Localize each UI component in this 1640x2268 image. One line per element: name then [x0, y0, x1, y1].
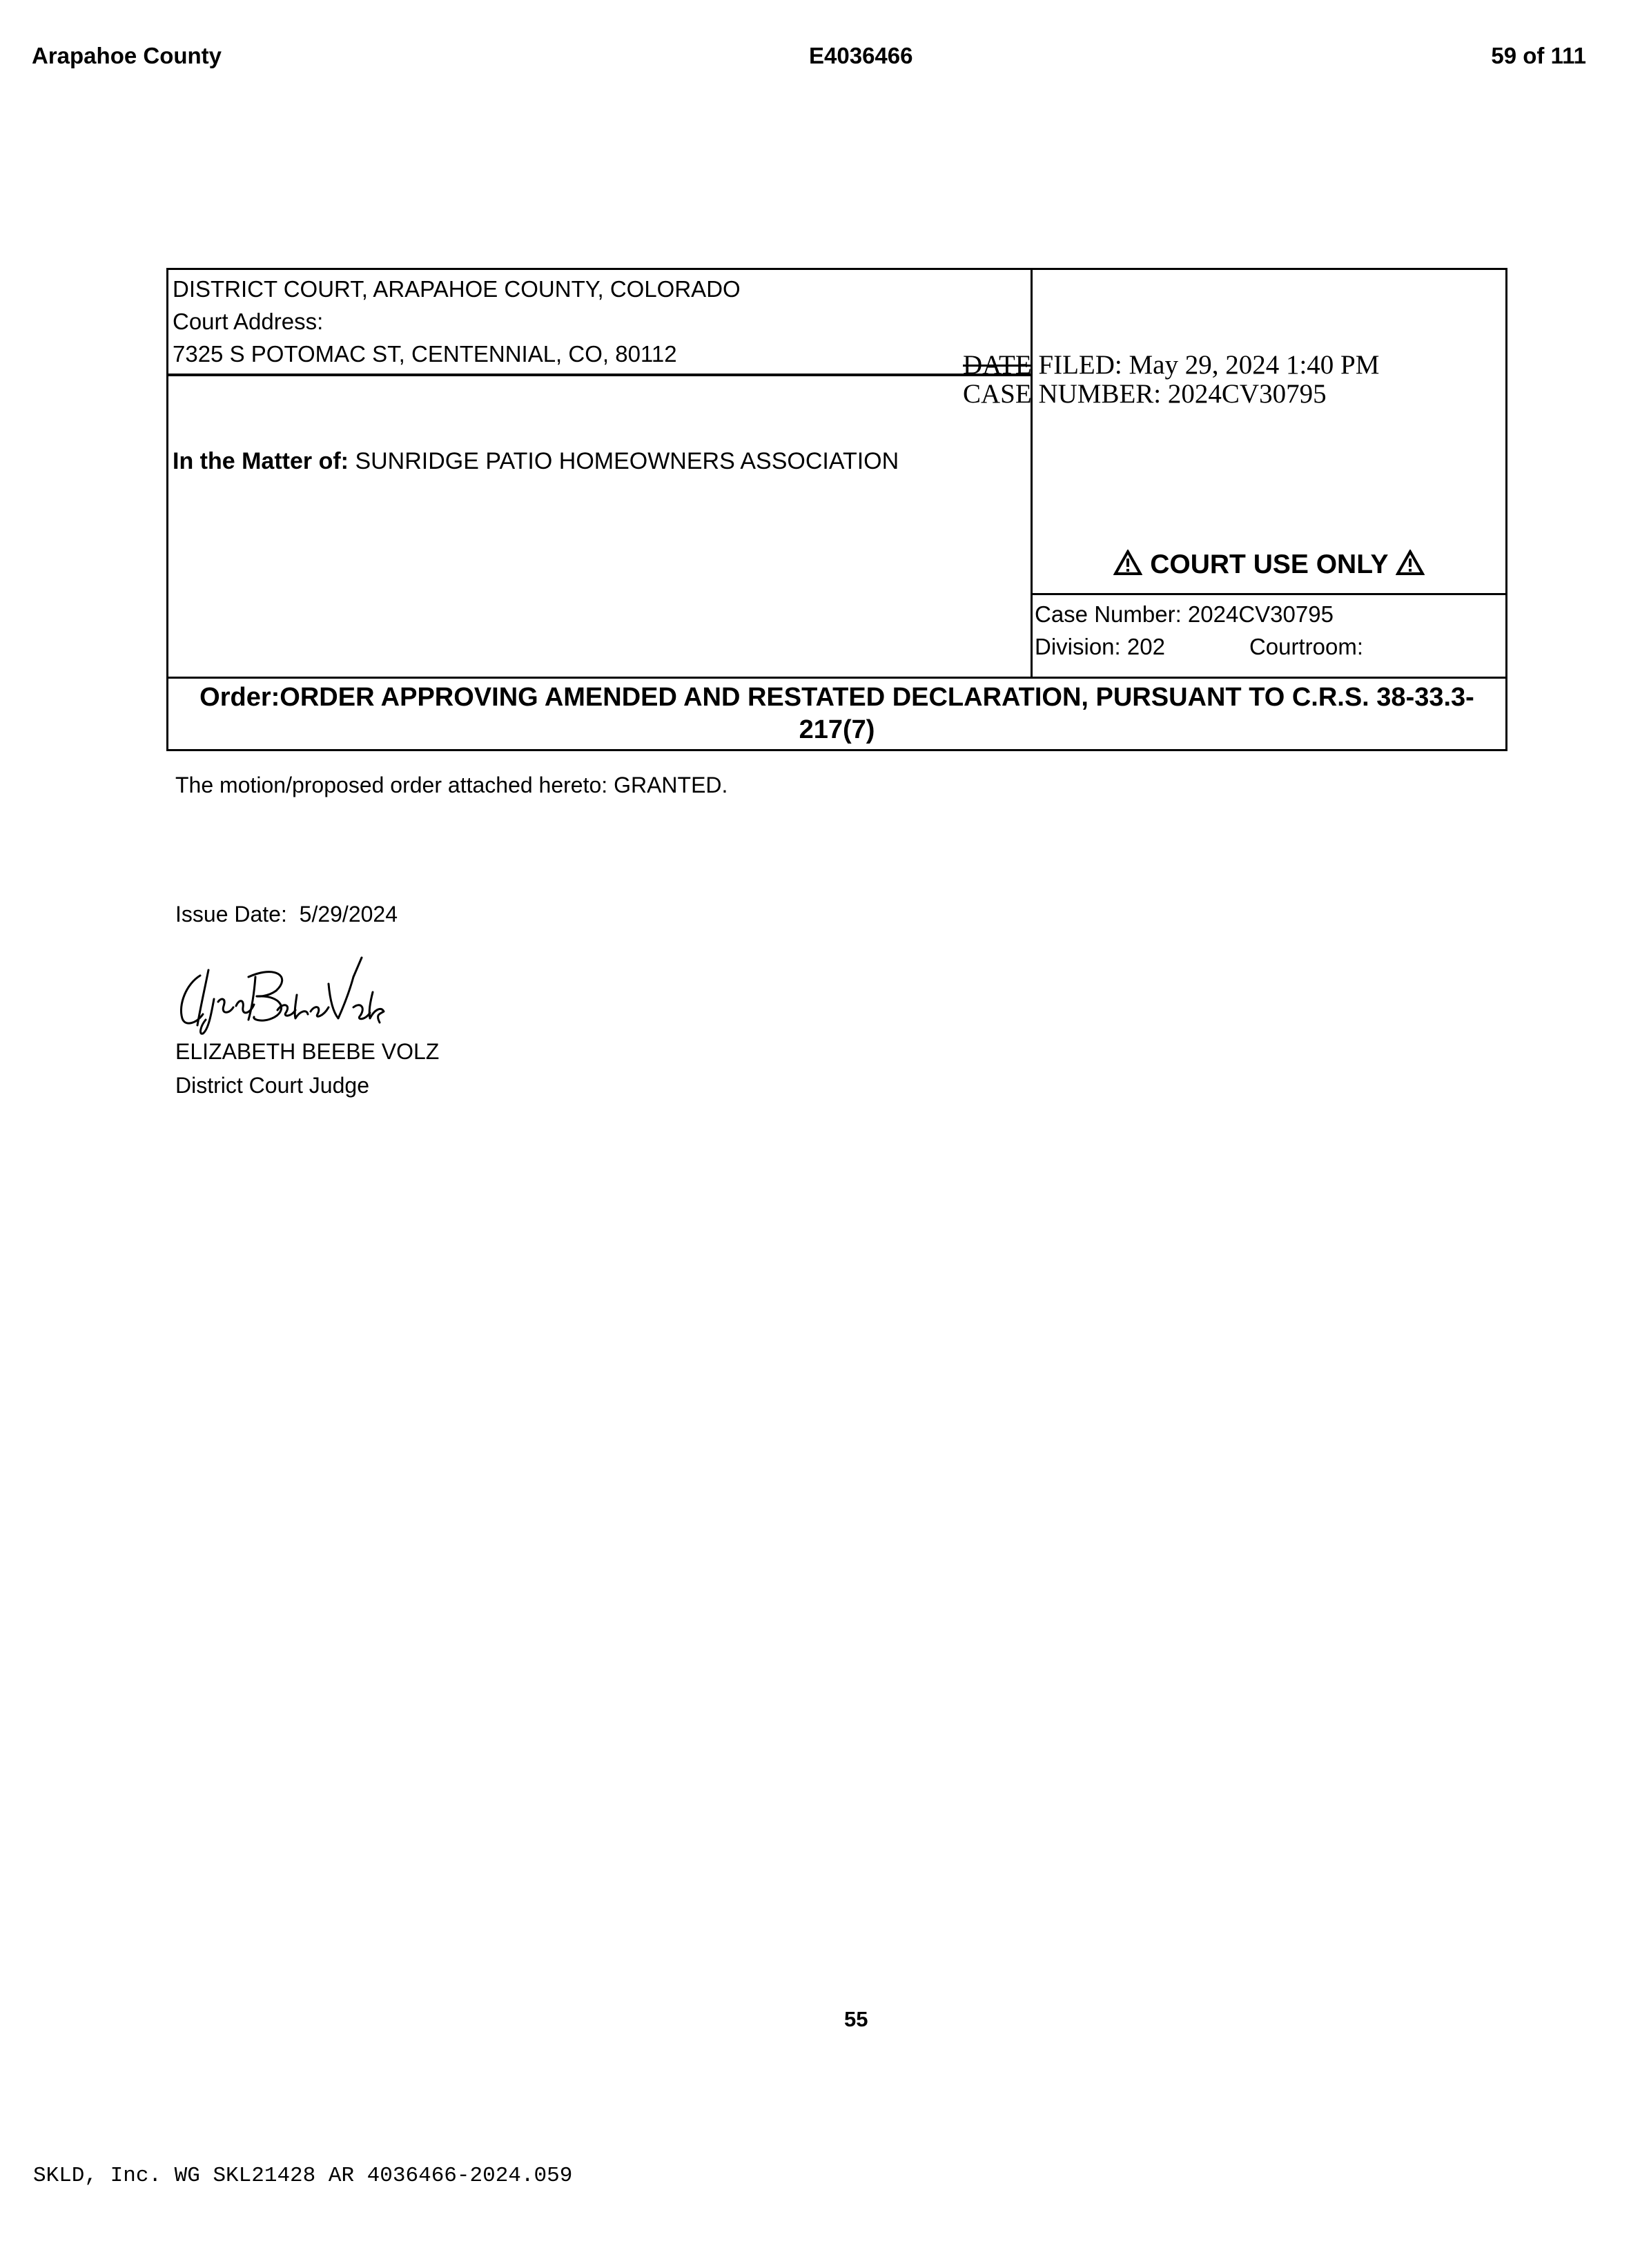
- stamp-date-label: DATE: [963, 350, 1032, 380]
- division: 202: [1126, 634, 1165, 659]
- issue-date-line: [175, 902, 398, 927]
- header-county: Arapahoe County: [32, 43, 222, 68]
- issue-date: 5/29/2024: [299, 902, 398, 927]
- order-title-line-1: Order:ORDER APPROVING AMENDED AND RESTATED DECLARATION, PURSUANT TO C.R.S. 38-33.3-: [199, 683, 1474, 712]
- court-address: 7325 S POTOMAC ST, CENTENNIAL, CO, 80112: [173, 341, 677, 367]
- division-label: Division:: [1035, 634, 1121, 659]
- matter-line: [168, 448, 899, 475]
- header-page-count: 59 of 111: [1491, 43, 1586, 68]
- court-info-block: [168, 270, 1031, 376]
- case-number-label: Case Number:: [1035, 601, 1182, 627]
- judge-title: District Court Judge: [175, 1073, 369, 1098]
- order-title-line-2: 217(7): [799, 715, 875, 744]
- stamp-case-label: CASE: [963, 379, 1032, 409]
- order-title: [168, 677, 1505, 751]
- warning-triangle-icon: [1396, 550, 1425, 576]
- footer-reference: SKLD, Inc. WG SKL21428 AR 4036466-2024.059: [33, 2164, 573, 2188]
- matter-value: SUNRIDGE PATIO HOMEOWNERS ASSOCIATION: [355, 448, 899, 474]
- page-number: 55: [844, 2007, 868, 2031]
- ruling-text: The motion/proposed order attached hereto: GRANTED.: [175, 773, 728, 797]
- warning-triangle-icon: [1113, 550, 1142, 576]
- case-number: 2024CV30795: [1187, 601, 1334, 627]
- filing-stamp: [963, 351, 1379, 409]
- stamp-date-value: FILED: May 29, 2024 1:40 PM: [1038, 350, 1380, 380]
- issue-date-label: Issue Date:: [175, 902, 287, 927]
- judge-name: ELIZABETH BEEBE VOLZ: [175, 1039, 440, 1064]
- matter-label: In the Matter of:: [173, 448, 349, 474]
- court-name: DISTRICT COURT, ARAPAHOE COUNTY, COLORADO: [173, 276, 741, 302]
- courtroom-label: Courtroom:: [1249, 634, 1363, 659]
- court-use-text: COURT USE ONLY: [1150, 550, 1388, 579]
- court-use-only-label: [1031, 550, 1507, 580]
- case-caption-box: [166, 268, 1507, 751]
- judge-signature: [173, 956, 393, 1036]
- case-number-box: [1031, 593, 1507, 677]
- court-address-label: Court Address:: [173, 309, 324, 334]
- stamp-case-value: NUMBER: 2024CV30795: [1038, 379, 1327, 409]
- header-document-id: E4036466: [809, 43, 913, 68]
